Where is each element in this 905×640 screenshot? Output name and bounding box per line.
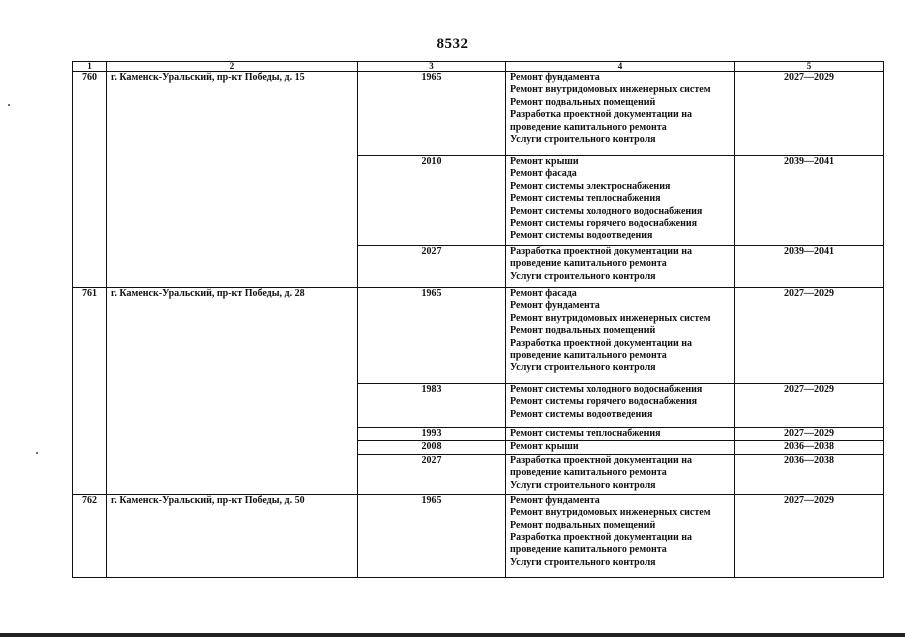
repair-work-item: Ремонт системы водоотведения <box>510 230 653 242</box>
planned-period: 2027—2029 <box>735 494 884 577</box>
row-number: 762 <box>73 494 107 577</box>
planned-period: 2039—2041 <box>735 246 884 288</box>
repair-work-item: Разработка проектной документации на <box>510 337 693 349</box>
repair-work-item: Ремонт подвальных помещений <box>510 325 656 337</box>
repair-year: 1983 <box>358 384 506 428</box>
col-header-4: 4 <box>506 62 735 72</box>
repair-work-item: Ремонт внутридомовых инженерных систем <box>510 312 711 324</box>
page-number: 8532 <box>436 36 469 52</box>
repair-work-item: Ремонт подвальных помещений <box>510 96 656 108</box>
col-header-1: 1 <box>73 62 107 72</box>
repair-work-item: Ремонт фундамента <box>510 72 600 83</box>
repair-year: 1965 <box>358 494 506 577</box>
building-address: г. Каменск-Уральский, пр-кт Победы, д. 50 <box>107 494 358 577</box>
planned-period: 2027—2029 <box>735 72 884 156</box>
building-address: г. Каменск-Уральский, пр-кт Победы, д. 28 <box>107 288 358 495</box>
repair-works-list <box>506 428 735 441</box>
scan-bottom-edge <box>0 633 905 637</box>
repair-work-item: Разработка проектной документации на <box>510 246 693 257</box>
repair-year: 1965 <box>358 72 506 156</box>
repair-work-item: Услуги строительного контроля <box>510 362 656 374</box>
repair-work-item: проведение капитального ремонта <box>510 258 667 270</box>
repair-work-item: Ремонт системы горячего водоснабжения <box>510 396 698 408</box>
repair-work-item: Услуги строительного контроля <box>510 270 656 282</box>
repair-work-item: Ремонт фундамента <box>510 494 600 506</box>
repair-work-item: Ремонт внутридомовых инженерных систем <box>510 84 711 96</box>
row-number: 760 <box>73 72 107 288</box>
repair-work-item: Ремонт крыши <box>510 156 579 167</box>
repair-year: 1993 <box>358 428 506 441</box>
repair-year: 1965 <box>358 288 506 384</box>
building-address: г. Каменск-Уральский, пр-кт Победы, д. 15 <box>107 72 358 288</box>
repair-year: 2008 <box>358 441 506 454</box>
repair-work-item: Разработка проектной документации на <box>510 109 693 121</box>
capital-repair-table <box>72 61 884 578</box>
repair-works-list <box>506 441 735 454</box>
repair-work-item: проведение капитального ремонта <box>510 350 667 362</box>
col-header-2: 2 <box>107 62 358 72</box>
repair-work-item: проведение капитального ремонта <box>510 467 667 479</box>
repair-work-item: Ремонт системы холодного водоснабжения <box>510 384 703 395</box>
repair-work-item: Ремонт подвальных помещений <box>510 519 656 531</box>
table-row <box>73 288 884 384</box>
planned-period: 2027—2029 <box>735 288 884 384</box>
repair-work-item: Ремонт внутридомовых инженерных систем <box>510 507 711 519</box>
repair-year: 2027 <box>358 454 506 494</box>
planned-period: 2039—2041 <box>735 156 884 246</box>
repair-work-item: Ремонт фасада <box>510 168 577 180</box>
repair-work-item: Ремонт системы теплоснабжения <box>510 193 661 205</box>
header-row <box>73 62 884 72</box>
repair-works-list <box>506 72 735 156</box>
repair-works-list <box>506 156 735 246</box>
col-header-3: 3 <box>358 62 506 72</box>
repair-works-list <box>506 494 735 577</box>
repair-work-item: Ремонт системы электроснабжения <box>510 180 671 192</box>
repair-work-item: Ремонт фундамента <box>510 300 600 312</box>
repair-work-item: Услуги строительного контроля <box>510 556 656 568</box>
scan-speck <box>8 104 10 106</box>
repair-work-item: Разработка проектной документации на <box>510 454 693 466</box>
repair-works-list <box>506 246 735 288</box>
repair-works-list <box>506 454 735 494</box>
table-row <box>73 494 884 577</box>
repair-work-item: Разработка проектной документации на <box>510 532 693 544</box>
repair-work-item: Услуги строительного контроля <box>510 134 656 146</box>
planned-period: 2036—2038 <box>735 454 884 494</box>
planned-period: 2027—2029 <box>735 384 884 428</box>
repair-year: 2010 <box>358 156 506 246</box>
col-header-5: 5 <box>735 62 884 72</box>
planned-period: 2027—2029 <box>735 428 884 441</box>
row-number: 761 <box>73 288 107 495</box>
planned-period: 2036—2038 <box>735 441 884 454</box>
scan-speck <box>36 452 38 454</box>
repair-work-item: Ремонт системы теплоснабжения <box>510 428 661 439</box>
repair-work-item: Ремонт системы водоотведения <box>510 408 653 420</box>
table-row <box>73 72 884 156</box>
repair-work-item: Ремонт фасада <box>510 288 577 299</box>
repair-work-item: Ремонт системы горячего водоснабжения <box>510 218 698 230</box>
repair-work-item: Ремонт системы холодного водоснабжения <box>510 205 703 217</box>
repair-works-list <box>506 384 735 428</box>
repair-work-item: Услуги строительного контроля <box>510 479 656 491</box>
repair-work-item: Ремонт крыши <box>510 441 579 453</box>
repair-year: 2027 <box>358 246 506 288</box>
repair-works-list <box>506 288 735 384</box>
repair-work-item: проведение капитального ремонта <box>510 121 667 133</box>
repair-work-item: проведение капитального ремонта <box>510 544 667 556</box>
